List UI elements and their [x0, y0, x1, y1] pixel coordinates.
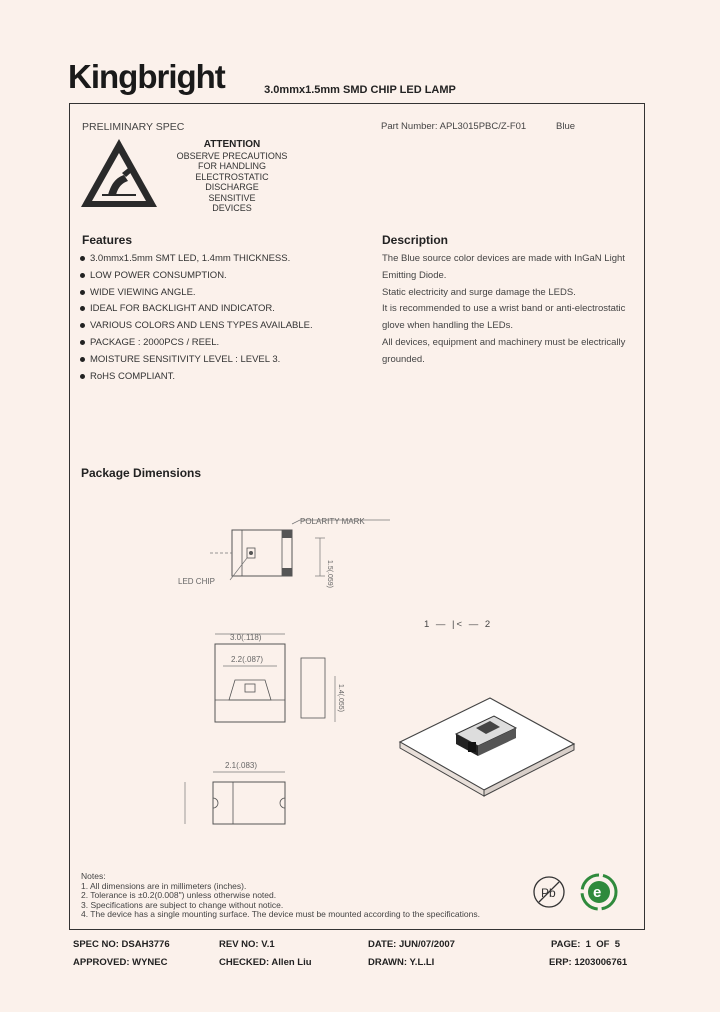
- package-dimensions-heading: Package Dimensions: [81, 466, 202, 480]
- top-view-drawing: [170, 510, 400, 590]
- diode-symbol: 1 — |< — 2: [424, 619, 493, 630]
- features-list: [80, 253, 313, 387]
- feature-item: 3.0mmx1.5mm SMT LED, 1.4mm THICKNESS.: [80, 253, 313, 270]
- led-chip-label: LED CHIP: [178, 577, 215, 586]
- features-heading: Features: [82, 233, 133, 247]
- note-line: 2. Tolerance is ±0.2(0.008") unless otherwise noted.: [81, 890, 277, 900]
- description-line: It is recommended to use a wrist band or anti-electrostatic: [382, 303, 626, 315]
- description-line: The Blue source color devices are made with InGaN Light: [382, 253, 625, 264]
- erp-number: ERP: 1203006761: [549, 957, 628, 968]
- pb-free-icon: [531, 874, 567, 910]
- feature-item: IDEAL FOR BACKLIGHT AND INDICATOR.: [80, 303, 313, 320]
- revision-number: REV NO: V.1: [219, 939, 275, 950]
- part-number: Part Number: APL3015PBC/Z-F01: [381, 121, 527, 132]
- spec-number: SPEC NO: DSAH3776: [73, 939, 170, 950]
- polarity-mark-label: POLARITY MARK: [300, 517, 365, 526]
- drawn-by: DRAWN: Y.L.LI: [368, 957, 435, 968]
- document-title: 3.0mmx1.5mm SMD CHIP LED LAMP: [264, 84, 456, 96]
- attention-line: FOR HANDLING: [197, 161, 266, 171]
- note-line: 1. All dimensions are in millimeters (inches).: [81, 880, 247, 891]
- description-text: [382, 253, 625, 371]
- document-date: DATE: JUN/07/2007: [368, 939, 455, 950]
- checked-by: CHECKED: Allen Liu: [219, 957, 312, 968]
- page-number: PAGE: 1 OF 5: [551, 939, 620, 950]
- feature-item: PACKAGE : 2000PCS / REEL.: [80, 337, 313, 354]
- attention-line: DEVICES: [212, 203, 252, 213]
- description-line: All devices, equipment and machinery must be electrically: [382, 336, 626, 348]
- note-line: 3. Specifications are subject to change without notice.: [81, 899, 284, 910]
- part-color: Blue: [556, 121, 576, 132]
- attention-line: OBSERVE PRECAUTIONS: [176, 150, 288, 161]
- attention-line: ELECTROSTATIC: [195, 171, 269, 182]
- bottom-view-drawing: [175, 758, 305, 838]
- feature-item: MOISTURE SENSITIVITY LEVEL : LEVEL 3.: [80, 354, 313, 371]
- feature-item: VARIOUS COLORS AND LENS TYPES AVAILABLE.: [80, 320, 313, 337]
- feature-item: WIDE VIEWING ANGLE.: [80, 287, 313, 304]
- note-line: 4. The device has a single mounting surface. The device must be mounted according to the specifications.: [81, 909, 480, 919]
- description-heading: Description: [382, 233, 449, 247]
- isometric-view-drawing: [398, 690, 578, 800]
- description-line: grounded.: [382, 353, 425, 365]
- side-dimension-label: 1.5(.059): [326, 560, 333, 589]
- esd-warning-icon: [78, 135, 160, 211]
- rohs-label: e: [593, 884, 602, 901]
- feature-item: LOW POWER CONSUMPTION.: [80, 270, 313, 287]
- attention-block: [172, 140, 292, 214]
- feature-item: RoHS COMPLIANT.: [80, 371, 313, 388]
- pb-label: Pb: [541, 886, 556, 900]
- rohs-icon: [579, 872, 619, 912]
- description-line: Emitting Diode.: [382, 269, 447, 281]
- approved-by: APPROVED: WYNEC: [73, 957, 168, 968]
- front-view-drawing: [205, 628, 355, 728]
- preliminary-spec-label: PRELIMINARY SPEC: [82, 121, 185, 133]
- description-line: Static electricity and surge damage the LEDS.: [382, 286, 576, 298]
- description-line: glove when handling the LEDs.: [382, 320, 513, 332]
- kingbright-logo: Kingbright: [68, 58, 225, 95]
- right-dimension-label: 1.4(.055): [337, 684, 344, 713]
- attention-title: ATTENTION: [203, 139, 261, 150]
- notes-title: Notes:: [81, 871, 106, 881]
- top-dimension-label: 3.0(.118): [230, 633, 262, 642]
- attention-line: DISCHARGE: [205, 182, 259, 192]
- attention-line: SENSITIVE: [208, 192, 256, 203]
- notes-block: [81, 872, 480, 920]
- inner-dimension-label: 2.2(.087): [231, 655, 264, 664]
- bottom-dimension-label: 2.1(.083): [225, 761, 258, 770]
